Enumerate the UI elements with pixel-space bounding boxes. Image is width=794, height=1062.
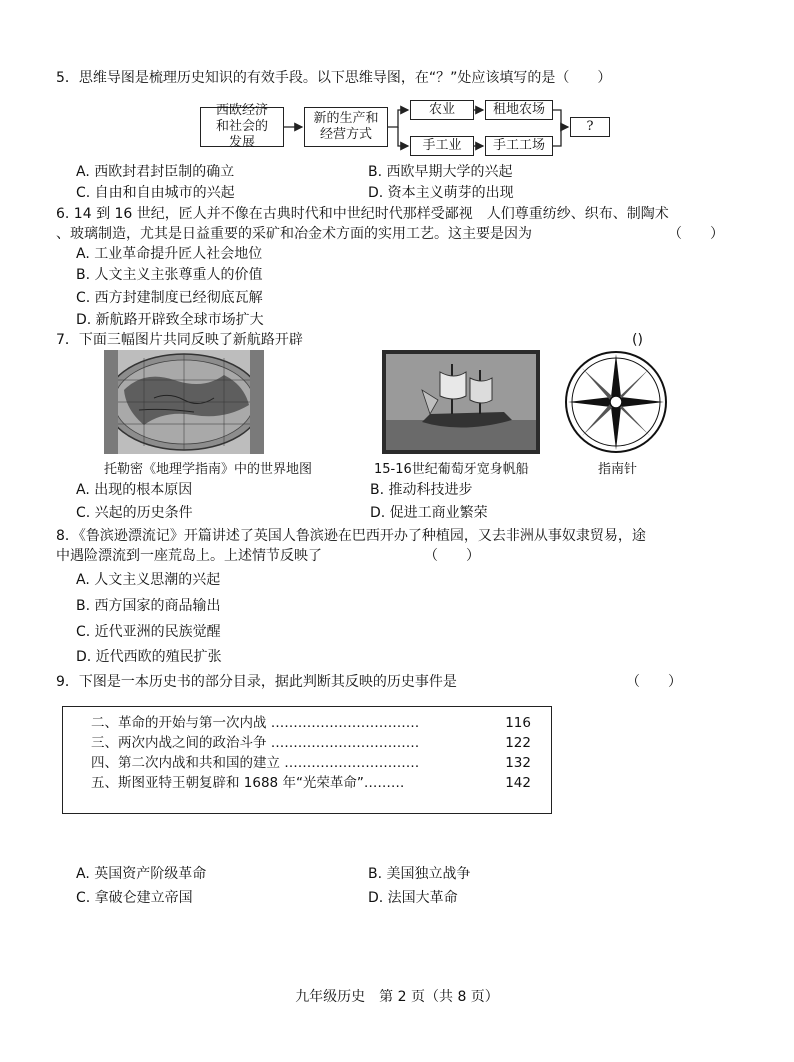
q6-option-d: D. 新航路开辟致全球市场扩大 [76,312,264,328]
q9-option-d: D. 法国大革命 [368,890,458,906]
q9-option-b: B. 美国独立战争 [368,866,471,882]
mindmap-agri-text: 农业 [428,102,455,117]
q9-option-c: C. 拿破仑建立帝国 [76,890,193,906]
q9-stem: 9．下图是一本历史书的部分目录，据此判断其反映的历史事件是 [56,674,457,690]
compass-image [562,350,670,454]
q7-caption-map: 托勒密《地理学指南》中的世界地图 [104,462,313,477]
q8-answer-paren: （ ） [424,548,480,564]
toc-entry-page: 116 [505,715,531,731]
page-footer: 九年级历史 第 2 页（共 8 页） [295,989,499,1005]
q7-option-a: A. 出现的根本原因 [76,482,193,498]
q6-stem-line2: 、玻璃制造，尤其是日益重要的采矿和冶金术方面的实用工艺。这主要是因为 [56,226,532,242]
q7-option-c: C. 兴起的历史条件 [76,505,193,521]
toc-entry [91,773,531,793]
toc-entry [91,753,531,773]
toc-entry-title: 四、第二次内战和共和国的建立 ………………………… [91,755,420,771]
q8-option-a: A. 人文主义思潮的兴起 [76,572,221,588]
q6-option-b: B. 人文主义主张尊重人的价值 [76,267,263,283]
q6-answer-paren: （ ） [668,226,724,242]
q6-stem-line1: 6. 14 到 16 世纪，匠人并不像在古典时代和中世纪时代那样受鄙视 人们尊重纺纱、织布、制陶术 [56,206,669,222]
q7-caption-ship: 15-16世纪葡萄牙宽身帆船 [374,462,529,477]
q7-option-d: D. 促进工商业繁荣 [370,505,488,521]
toc-entry-page: 132 [505,755,531,771]
q6-option-a: A. 工业革命提升匠人社会地位 [76,246,263,262]
q5-stem: 5．思维导图是梳理历史知识的有效手段。以下思维导图，在“？”处应该填写的是（ ） [56,70,612,86]
q6-option-c: C. 西方封建制度已经彻底瓦解 [76,290,263,306]
mindmap-farm-text: 租地农场 [492,102,545,117]
toc-entry-title: 五、斯图亚特王朝复辟和 1688 年“光荣革命”……… [91,775,405,791]
q5-option-d: D. 资本主义萌芽的出现 [368,185,514,201]
q7-stem: 7．下面三幅图片共同反映了新航路开辟 [56,332,303,348]
toc-entry [91,733,531,753]
q9-table-of-contents [62,706,552,814]
mindmap-root-text: 西欧经济和社会的发展 [215,103,268,150]
toc-entry [91,713,531,733]
q5-option-c: C. 自由和自由城市的兴起 [76,185,235,201]
mindmap-workshop-text: 手工工场 [492,138,545,153]
mindmap-mid-text: 新的生产和经营方式 [313,111,379,142]
q7-answer-paren: () [632,332,643,348]
toc-entry-page: 142 [505,775,531,791]
q9-answer-paren: （ ） [626,674,682,690]
q5-option-b: B. 西欧早期大学的兴起 [368,164,513,180]
q7-option-b: B. 推动科技进步 [370,482,473,498]
portuguese-ship-image [382,350,540,454]
q8-option-c: C. 近代亚洲的民族觉醒 [76,624,221,640]
q7-caption-compass: 指南针 [598,462,638,477]
q8-option-d: D. 近代西欧的殖民扩张 [76,649,222,665]
mindmap-handicraft-text: 手工业 [422,138,462,153]
toc-entry-title: 三、两次内战之间的政治斗争 …………………………… [91,735,420,751]
q8-option-b: B. 西方国家的商品输出 [76,598,221,614]
q8-stem-line1: 8．《鲁滨逊漂流记》开篇讲述了英国人鲁滨逊在巴西开办了种植园，又去非洲从事奴隶贸易，途 [56,528,646,544]
mindmap-question-text: ? [586,119,594,134]
q5-option-a: A. 西欧封君封臣制的确立 [76,164,235,180]
q8-stem-line2: 中遇险漂流到一座荒岛上。上述情节反映了 [56,548,322,564]
q9-option-a: A. 英国资产阶级革命 [76,866,207,882]
toc-entry-page: 122 [505,735,531,751]
world-map-image [104,350,264,454]
toc-entry-title: 二、革命的开始与第一次内战 …………………………… [91,715,420,731]
